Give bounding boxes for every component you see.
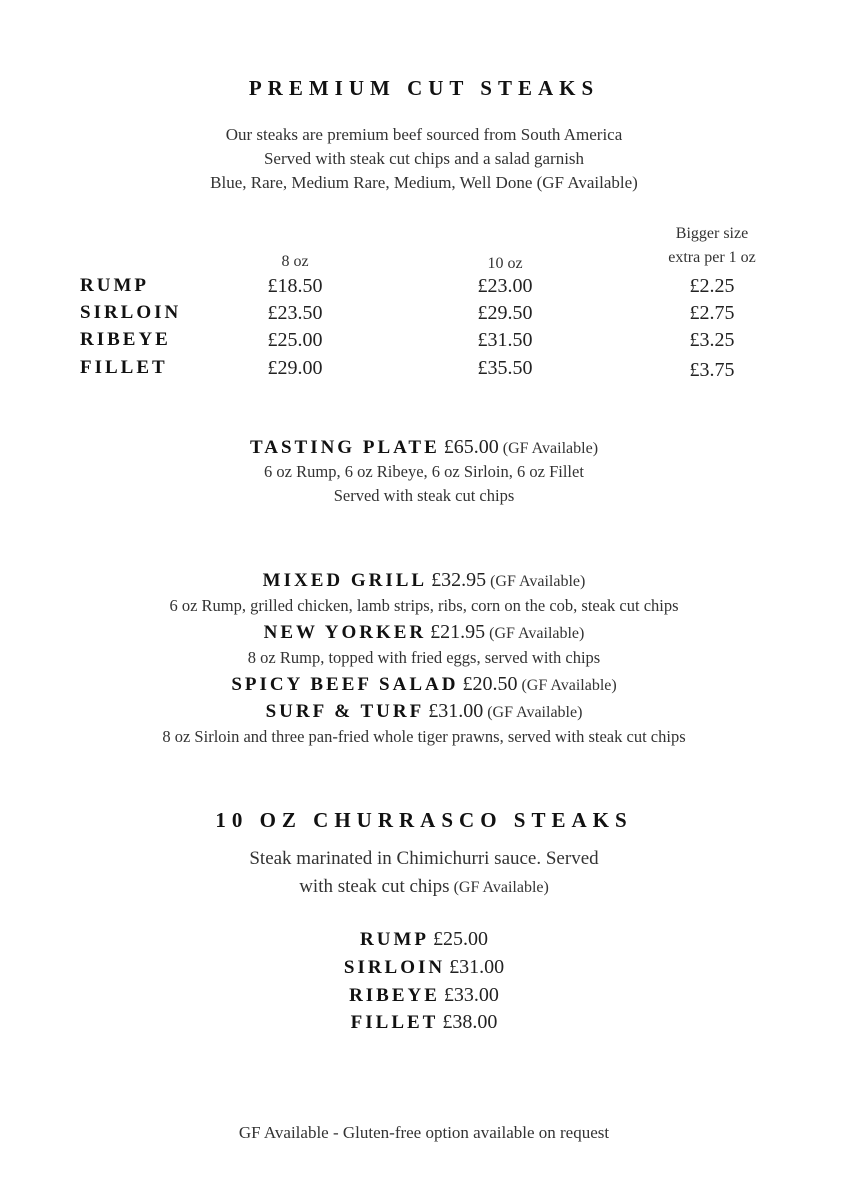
premium-title: PREMIUM CUT STEAKS bbox=[248, 76, 600, 100]
premium-intro-line: Blue, Rare, Medium Rare, Medium, Well Done (GF Available) bbox=[210, 173, 638, 192]
steak-row-sirloin bbox=[0, 302, 848, 329]
gf-label: (GF Available) bbox=[489, 625, 585, 642]
churrasco-intro-2 bbox=[0, 876, 848, 898]
churrasco-item-price: £33.00 bbox=[443, 984, 499, 1006]
tasting-plate-price: £65.00 bbox=[443, 436, 499, 458]
gf-label: (GF Available) bbox=[487, 704, 583, 721]
price-8oz: £23.50 bbox=[267, 302, 323, 324]
price-10oz: £31.50 bbox=[477, 329, 533, 351]
special-desc: 6 oz Rump, grilled chicken, lamb strips, ribs, corn on the cob, steak cut chips bbox=[169, 596, 679, 615]
col-header-10oz: 10 oz bbox=[487, 255, 523, 272]
steak-name: SIRLOIN bbox=[80, 302, 182, 323]
special-name: SURF & TURF bbox=[265, 701, 425, 722]
special-heading-surf-turf bbox=[0, 700, 848, 723]
churrasco-item bbox=[0, 1011, 848, 1034]
col-header-bigger-line2: extra per 1 oz bbox=[668, 249, 756, 266]
special-heading-new-yorker bbox=[0, 621, 848, 644]
premium-intro-line: Served with steak cut chips and a salad garnish bbox=[263, 149, 585, 168]
tasting-plate-name: TASTING PLATE bbox=[249, 437, 440, 458]
price-8oz: £29.00 bbox=[267, 357, 323, 379]
gf-label: (GF Available) bbox=[502, 440, 599, 457]
special-price: £20.50 bbox=[462, 673, 518, 695]
special-price: £21.95 bbox=[430, 621, 486, 643]
churrasco-intro: Steak marinated in Chimichurri sauce. Served bbox=[249, 848, 599, 869]
churrasco-item-name: RIBEYE bbox=[349, 985, 440, 1006]
special-heading-mixed-grill bbox=[0, 569, 848, 592]
churrasco-item bbox=[0, 928, 848, 951]
churrasco-item bbox=[0, 984, 848, 1007]
special-desc: 8 oz Sirloin and three pan-fried whole tiger prawns, served with steak cut chips bbox=[162, 727, 686, 746]
churrasco-item bbox=[0, 956, 848, 979]
price-extra: £2.25 bbox=[689, 275, 735, 297]
tasting-plate-desc: 6 oz Rump, 6 oz Ribeye, 6 oz Sirloin, 6 oz Fillet bbox=[264, 462, 584, 481]
gf-label: (GF Available) bbox=[521, 677, 617, 694]
special-name: NEW YORKER bbox=[263, 622, 427, 643]
price-10oz: £29.50 bbox=[477, 302, 533, 324]
steak-name: RIBEYE bbox=[80, 329, 171, 350]
churrasco-item-price: £31.00 bbox=[449, 956, 505, 978]
price-8oz: £25.00 bbox=[267, 329, 323, 351]
premium-intro-line: Our steaks are premium beef sourced from South America bbox=[225, 125, 623, 144]
gf-label: (GF Available) bbox=[453, 879, 549, 896]
special-name: MIXED GRILL bbox=[262, 570, 428, 591]
special-price: £31.00 bbox=[428, 700, 484, 722]
special-name: SPICY BEEF SALAD bbox=[231, 674, 459, 695]
footer-note: GF Available - Gluten-free option available on request bbox=[238, 1123, 610, 1142]
steak-row-fillet bbox=[0, 357, 848, 384]
tasting-plate-heading bbox=[0, 436, 848, 459]
churrasco-item-price: £25.00 bbox=[432, 928, 488, 950]
churrasco-item-name: RUMP bbox=[360, 929, 429, 950]
col-header-bigger-line1: Bigger size bbox=[675, 225, 749, 242]
price-extra: £2.75 bbox=[689, 302, 735, 324]
special-price: £32.95 bbox=[431, 569, 487, 591]
special-heading-spicy-beef-salad bbox=[0, 673, 848, 696]
churrasco-item-price: £38.00 bbox=[442, 1011, 498, 1033]
price-extra: £3.75 bbox=[689, 359, 735, 381]
steak-row-rump bbox=[0, 275, 848, 302]
steak-row-ribeye bbox=[0, 329, 848, 356]
price-extra: £3.25 bbox=[689, 329, 735, 351]
churrasco-item-name: SIRLOIN bbox=[343, 957, 446, 978]
churrasco-intro-text: with steak cut chips bbox=[299, 876, 450, 897]
gf-label: (GF Available) bbox=[490, 573, 586, 590]
col-header-8oz: 8 oz bbox=[281, 253, 309, 270]
col-header-bigger bbox=[632, 222, 792, 270]
tasting-plate-desc: Served with steak cut chips bbox=[333, 486, 515, 505]
price-8oz: £18.50 bbox=[267, 275, 323, 297]
special-desc: 8 oz Rump, topped with fried eggs, served with chips bbox=[247, 648, 601, 667]
price-10oz: £35.50 bbox=[477, 357, 533, 379]
steak-name: FILLET bbox=[80, 357, 168, 378]
churrasco-item-name: FILLET bbox=[350, 1012, 439, 1033]
premium-intro bbox=[0, 123, 848, 195]
churrasco-title: 10 OZ CHURRASCO STEAKS bbox=[215, 808, 633, 832]
steak-name: RUMP bbox=[80, 275, 149, 296]
price-10oz: £23.00 bbox=[477, 275, 533, 297]
